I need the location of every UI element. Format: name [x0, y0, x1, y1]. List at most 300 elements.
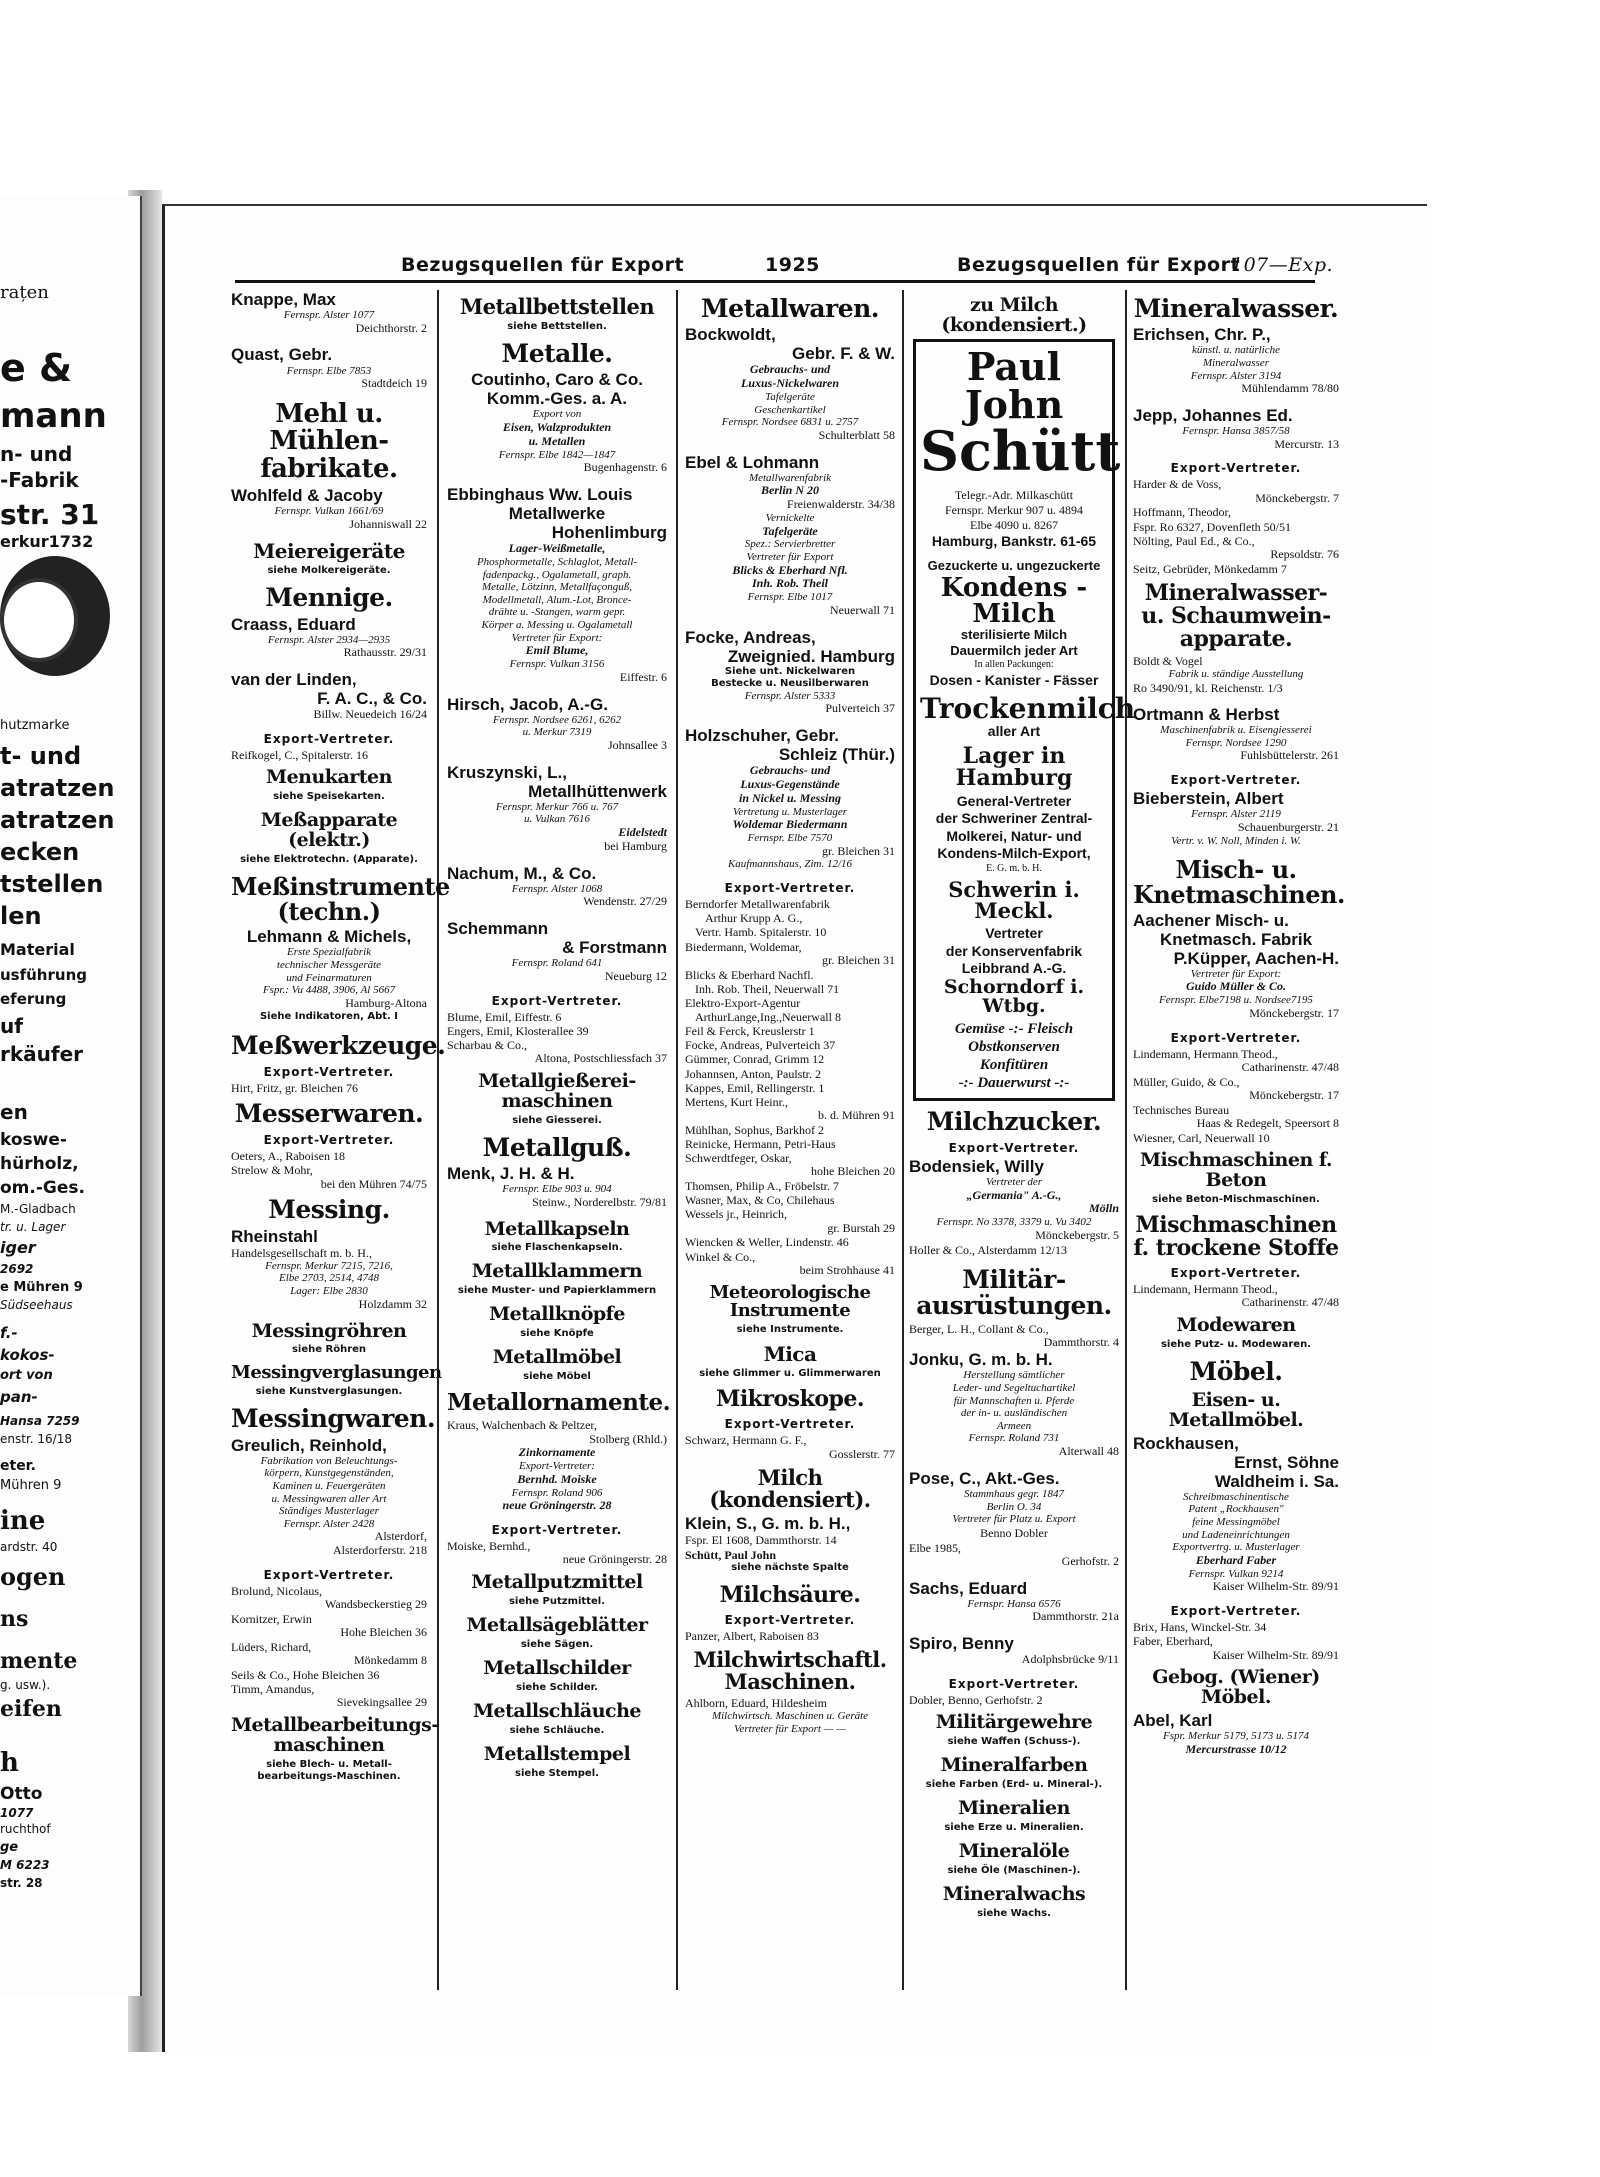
category-heading: Misch- u. Knetmaschinen.: [1133, 855, 1345, 910]
listing-line: Stolberg (Rhld.): [589, 1431, 667, 1446]
phone: Fernspr. Roland 731: [968, 1432, 1060, 1445]
ad-line: Schorndorf i. Wtbg.: [943, 975, 1085, 1017]
address: bei Hamburg: [604, 838, 667, 853]
category-heading: Meßinstrumente (techn.): [231, 871, 450, 927]
firm-name: Wohlfeld & Jacoby: [231, 485, 383, 505]
cross-reference: siehe Bettstellen.: [507, 321, 607, 333]
listing-line: Mertens, Kurt Heinr.,: [685, 1094, 788, 1109]
phone: Fernspr. Elbe 903 u. 904: [502, 1183, 612, 1196]
category-heading: Metallornamente.: [447, 1389, 671, 1417]
left-fragment: 2692: [0, 1262, 34, 1276]
left-fragment: pan-: [0, 1388, 38, 1406]
description: Vertretung u. Musterlager: [732, 805, 848, 818]
address: Rathausstr. 29/31: [343, 645, 427, 660]
category-heading: Metallbearbeitungs- maschinen: [231, 1714, 439, 1756]
category-heading: Metallmöbel: [492, 1346, 622, 1369]
address: Dammthorstr. 21a: [1032, 1609, 1119, 1624]
firm-name: Greulich, Reinhold,: [231, 1435, 387, 1455]
phone: Fernspr. Alster 5333: [744, 689, 836, 702]
description: Vernickelte: [765, 511, 815, 524]
firm-name: Knetmasch. Fabrik: [1159, 929, 1313, 949]
category-heading: Metalle.: [501, 339, 613, 369]
category-heading: Metallstempel: [483, 1742, 631, 1765]
cross-reference: siehe Röhren: [291, 1344, 367, 1356]
entry-spiro: [909, 1634, 1119, 1667]
listing-line: Johannsen, Anton, Paulstr. 2: [685, 1066, 822, 1081]
phone: Elbe 2703, 2514, 4748: [279, 1272, 379, 1285]
firm-name: Sachs, Eduard: [909, 1578, 1028, 1598]
firm-name: Hohenlimburg: [551, 523, 667, 543]
firm-name: Gebr. F. & W.: [792, 344, 895, 364]
listing-line: Dobler, Benno, Gerhofstr. 2: [909, 1693, 1043, 1708]
description: Vertreter für Export — —: [733, 1722, 847, 1735]
left-fragment: atratzen: [0, 806, 115, 834]
address: Schauenburgerstr. 21: [1237, 819, 1339, 834]
category-heading: Gebog. (Wiener) Möbel.: [1152, 1666, 1320, 1709]
description: Herstellung sämtlicher: [963, 1369, 1065, 1382]
phone: Fernspr. Elbe7198 u. Nordsee7195: [1159, 994, 1313, 1007]
description: Tafelgeräte: [762, 523, 818, 538]
address: Eidelstedt: [618, 825, 667, 840]
address: Freienwalderstr. 34/38: [787, 497, 895, 512]
firm-name: Schleiz (Thür.): [778, 745, 895, 765]
category-heading: Messingröhren: [251, 1319, 407, 1342]
entry-bockwoldt: [685, 325, 895, 442]
listing-line: Wessels jr., Heinrich,: [685, 1207, 788, 1222]
listing-line: Faber, Eberhard,: [1133, 1634, 1213, 1649]
entry-hirsch: [447, 695, 667, 753]
phone: Lager: Elbe 2830: [290, 1285, 368, 1298]
category-heading: Mikroskope.: [715, 1386, 865, 1413]
listing-line: Wandsbeckerstieg 29: [325, 1597, 427, 1612]
firm-name: Bodensiek, Willy: [909, 1156, 1044, 1176]
category-heading: Möbel.: [1189, 1356, 1283, 1386]
firm-name: Ernst, Söhne: [1234, 1452, 1339, 1472]
description: Modellmetall, Alum.-Lot, Bronce-: [482, 593, 632, 606]
firm-name: Erichsen, Chr. P.,: [1133, 325, 1271, 345]
description: Fabrik u. ständige Ausstellung: [1168, 668, 1304, 681]
export-heading: Export-Vertreter.: [263, 1133, 395, 1148]
cross-reference: siehe Öle (Maschinen-).: [947, 1864, 1081, 1876]
listing-line: Technisches Bureau: [1133, 1102, 1230, 1117]
entry-menk: [447, 1164, 667, 1209]
address: Schulterblatt 58: [818, 427, 895, 442]
listing-line: Lindemann, Hermann Theod.,: [1133, 1281, 1278, 1296]
directory-page: [162, 204, 1427, 2054]
entry-jonku: [909, 1350, 1119, 1459]
listing-line: gr. Bleichen 31: [822, 952, 895, 967]
phone: Fernspr. Elbe 1842—1847: [498, 448, 616, 461]
cross-reference: siehe Erze u. Mineralien.: [944, 1822, 1084, 1834]
listing-line: Ro 3490/91, kl. Reichenstr. 1/3: [1133, 680, 1283, 695]
cross-reference: Bestecke u. Neusilberwaren: [711, 677, 869, 689]
firm-name: Pose, C., Akt.-Ges.: [909, 1468, 1060, 1488]
category-heading: Metallschläuche: [472, 1699, 642, 1722]
firm-name: Waldheim i. Sa.: [1214, 1471, 1339, 1491]
listing-line: Kraus, Walchenbach & Peltzer,: [447, 1418, 597, 1433]
left-fragment: 1077: [0, 1806, 34, 1820]
description: Patent „Rockhausen": [1188, 1503, 1284, 1516]
phone: Fernspr. Roland 906: [511, 1486, 603, 1499]
listing-line: Holler & Co., Alsterdamm 12/13: [909, 1242, 1067, 1257]
left-fragment: Mühren 9: [0, 1478, 62, 1493]
category-heading: Metallknöpfe: [489, 1303, 625, 1326]
phone: Fernspr. Nordsee 6831 u. 2757: [721, 416, 859, 429]
listing-line: Sievekingsallee 29: [336, 1695, 427, 1710]
address: Neueburg 12: [604, 968, 667, 983]
category-heading: Meßwerkzeuge.: [231, 1030, 446, 1060]
listing-line: Strelow & Mohr,: [231, 1163, 313, 1178]
listing-line: beim Strohhause 41: [799, 1262, 895, 1277]
column-divider: [902, 290, 904, 1990]
address: Mühlendamm 78/80: [1241, 381, 1339, 396]
description: Vertreter für Export: [746, 550, 834, 563]
description: technischer Messgeräte: [276, 958, 382, 971]
description: Fabrikation von Beleuchtungs-: [260, 1454, 398, 1467]
listing-line: Berndorfer Metallwarenfabrik: [685, 897, 830, 912]
description: Leder- und Segeltuchartikel: [952, 1381, 1076, 1394]
firm-name: Knappe, Max: [231, 290, 336, 309]
description: u. Metallen: [528, 433, 586, 448]
firm-name: Zweignied. Hamburg: [727, 646, 895, 666]
category-heading: Mineralfarben: [940, 1754, 1088, 1777]
page-margin: [0, 2052, 1600, 2177]
phone: Fernspr. Vulkan 1661/69: [274, 504, 384, 517]
cross-reference: siehe Glimmer u. Glimmerwaren: [699, 1368, 881, 1380]
phone: u. Merkur 7319: [522, 726, 592, 739]
left-fragment: ruchthof: [0, 1822, 51, 1836]
category-heading: Metallschilder: [483, 1656, 631, 1679]
left-fragment: n- und: [0, 442, 73, 466]
left-fragment: mann: [0, 396, 107, 436]
description: Gebrauchs- und: [749, 362, 831, 377]
ad-line: Fernspr. Merkur 907 u. 4894: [945, 502, 1083, 517]
listing-line: Focke, Andreas, Pulverteich 37: [685, 1038, 836, 1053]
firm-name: Hirsch, Jacob, A.-G.: [447, 694, 608, 714]
ad-line: sterilisierte Milch: [960, 626, 1068, 642]
address: Eiffestr. 6: [619, 669, 667, 684]
left-fragment: ine: [0, 1506, 46, 1536]
page-header: [165, 254, 1427, 294]
left-fragment: mente: [0, 1648, 78, 1674]
firm-name: Komm.-Ges. a. A.: [486, 389, 628, 409]
export-heading: Export-Vertreter.: [263, 731, 395, 746]
category-heading: Mischmaschinen f. Beton: [1140, 1148, 1332, 1191]
address: Wendenstr. 27/29: [583, 894, 667, 909]
description: für Mannschaften u. Pferde: [953, 1394, 1075, 1407]
entry-klein: [685, 1514, 895, 1573]
cross-reference: siehe Stempel.: [515, 1767, 599, 1779]
cross-reference: siehe Farben (Erd- u. Mineral-).: [925, 1779, 1103, 1791]
category-heading: zu Milch (kondensiert.): [941, 294, 1087, 336]
description: Metallwarenfabrik: [748, 471, 832, 484]
category-heading: Menukarten: [266, 766, 392, 789]
listing-line: Catharinenstr. 47/48: [1241, 1059, 1339, 1074]
entry-bodensiek: [909, 1157, 1119, 1257]
address: Mönckebergstr. 5: [1035, 1227, 1119, 1242]
address: Johanniswall 22: [349, 516, 427, 531]
listing-line: Brix, Hans, Winckel-Str. 34: [1133, 1620, 1267, 1635]
phone: Fernspr. Elbe 7853: [286, 364, 372, 377]
firm-name: Metallhüttenwerk: [528, 781, 667, 801]
description: Stammhaus gegr. 1847: [964, 1487, 1064, 1500]
category-heading: Milchzucker.: [926, 1106, 1102, 1136]
category-heading: Messingverglasungen: [231, 1362, 442, 1384]
category-heading: Messingwaren.: [231, 1404, 436, 1434]
address: Stadtdeich 19: [361, 376, 427, 391]
entry-focke: [685, 628, 895, 717]
firm-name: Menk, J. H. & H.: [447, 1164, 575, 1184]
description: Lager-Weißmetalle,: [508, 541, 606, 556]
phone: Fernspr. Vulkan 9214: [1188, 1567, 1284, 1580]
left-fragment: uf: [0, 1014, 23, 1038]
cross-reference: siehe Elektrotechn. (Apparate).: [240, 853, 418, 865]
entry-rockhausen: [1133, 1434, 1339, 1595]
left-fragment: hutzmarke: [0, 718, 70, 733]
description: in Nickel u. Messing: [738, 790, 841, 805]
left-fragment: ge: [0, 1840, 19, 1855]
entry-quast: [231, 345, 427, 390]
firm-name: Ebel & Lohmann: [685, 452, 820, 472]
entry-jepp: [1133, 406, 1339, 451]
export-heading: Export-Vertreter.: [1170, 773, 1302, 788]
export-heading: Export-Vertreter.: [724, 1612, 856, 1627]
cross-reference: siehe Wachs.: [977, 1907, 1051, 1919]
phone: Fernspr. Merkur 766 u. 767: [495, 800, 619, 813]
firm-name: Holzschuher, Gebr.: [685, 726, 839, 746]
phone: Fernspr. Nordsee 1290: [1185, 736, 1287, 749]
category-heading: Milchsäure.: [719, 1581, 861, 1608]
left-fragment: len: [0, 902, 42, 930]
address: Adolphsbrücke 9/11: [1021, 1652, 1119, 1667]
left-fragment: ort von: [0, 1368, 53, 1383]
address: gr. Bleichen 31: [822, 843, 895, 858]
entry-kraus: [447, 1418, 667, 1513]
left-fragment: -Fabrik: [0, 468, 79, 492]
listing-line: Hohe Bleichen 36: [340, 1625, 427, 1640]
entry-holzschuher: [685, 726, 895, 871]
listing-line: Schwarz, Hermann G. F.,: [685, 1433, 807, 1448]
category-heading: Milchwirtschaftl. Maschinen.: [693, 1647, 887, 1695]
category-heading: Militärgewehre: [935, 1711, 1093, 1734]
description: Phosphormetalle, Schlaglot, Metall-: [476, 555, 638, 568]
description: Berlin N 20: [760, 483, 819, 498]
listing-line: Gerhofstr. 2: [1061, 1553, 1119, 1568]
firm-name: Schemmann: [447, 919, 549, 939]
description: und Feinarmaturen: [286, 971, 372, 984]
listing-line: gr. Burstah 29: [827, 1220, 895, 1235]
listing-line: Lindemann, Hermann Theod.,: [1133, 1046, 1278, 1061]
description: Eisen, Walzprodukten: [502, 420, 612, 434]
entry-knappe: [231, 290, 427, 335]
left-fragment: enstr. 16/18: [0, 1432, 72, 1446]
listing-line: Harder & de Voss,: [1133, 477, 1222, 492]
export-heading: Export-Vertreter.: [1170, 1604, 1302, 1619]
category-heading: Metallklammern: [471, 1260, 643, 1283]
column-divider: [1125, 290, 1127, 1990]
listing-line: b. d. Mühren 91: [818, 1108, 895, 1123]
cross-reference: siehe nächste Spalte: [731, 1561, 849, 1573]
listing-line: Elbe 1985,: [909, 1540, 961, 1555]
phone: Fernspr. Nordsee 6261, 6262: [492, 713, 622, 726]
address: Neuerwall 71: [830, 602, 895, 617]
left-fragment: Südseehaus: [0, 1298, 73, 1312]
entry-ebbinghaus: [447, 485, 667, 685]
column-3: [685, 290, 895, 1990]
left-fragment: ardstr. 40: [0, 1540, 58, 1554]
listing-line: Thomsen, Philip A., Fröbelstr. 7: [685, 1179, 840, 1194]
left-fragment: e &: [0, 346, 73, 390]
listing-line: Hoffmann, Theodor,: [1133, 505, 1232, 520]
cross-reference: siehe Putzmittel.: [508, 1595, 605, 1607]
firm-name: Ebbinghaus Ww. Louis: [447, 485, 633, 505]
listing-line: Berger, L. H., Collant & Co.,: [909, 1322, 1049, 1337]
description: Export-Vertreter:: [519, 1460, 595, 1473]
firm-name: Kruszynski, L.,: [447, 762, 567, 782]
description: Bernhd. Moiske: [517, 1471, 597, 1486]
cross-reference: siehe Muster- und Papierklammern: [457, 1285, 657, 1297]
export-heading: Export-Vertreter.: [491, 1523, 623, 1538]
cross-reference: siehe Beton-Mischmaschinen.: [1152, 1193, 1320, 1205]
cross-reference: siehe Putz- u. Modewaren.: [1160, 1338, 1311, 1350]
left-fragment: Hansa 7259: [0, 1414, 80, 1428]
cross-reference: siehe Flaschenkapseln.: [491, 1242, 623, 1254]
address: Mercurstr. 13: [1274, 436, 1339, 451]
listing-line: Schütt, Paul John: [685, 1547, 777, 1562]
listing-line: Blicks & Eberhard Nachfl.: [685, 967, 814, 982]
company-logo: [0, 556, 110, 676]
category-heading: Militär- ausrüstungen.: [916, 1264, 1112, 1320]
description: Berlin O. 34: [986, 1500, 1042, 1513]
listing-line: Hirt, Fritz, gr. Bleichen 76: [231, 1080, 358, 1095]
cross-reference: siehe Waffen (Schuss-).: [947, 1736, 1081, 1748]
export-heading: Export-Vertreter.: [263, 1568, 395, 1583]
listing-line: Wasner, Max, & Co, Chilehaus: [685, 1193, 835, 1208]
left-fragment: ogen: [0, 1562, 66, 1591]
description: Zinkornamente: [518, 1445, 596, 1460]
description: Mölln: [1088, 1201, 1119, 1216]
description: Kaufmannshaus, Zim. 12/16: [727, 858, 853, 871]
category-heading: Mineralwasser- u. Schaumwein- apparate.: [1141, 579, 1331, 653]
address: Billw. Neuedeich 16/24: [313, 707, 427, 722]
header-year: 1925: [765, 254, 820, 276]
description: fadenpackg., Ogalametall, graph.: [482, 568, 632, 581]
listing-line: Vertr. Hamb. Spitalerstr. 10: [695, 925, 827, 940]
entry-greulich: [231, 1436, 427, 1558]
left-fragment: usführung: [0, 966, 87, 984]
address: Steinw., Norderelbstr. 79/81: [532, 1194, 667, 1209]
left-fragment: om.-Ges.: [0, 1178, 85, 1198]
description: der in- u. ausländischen: [960, 1407, 1068, 1420]
phone: Fernspr. Vulkan 3156: [509, 658, 605, 671]
left-fragment: M.-Gladbach: [0, 1202, 76, 1216]
left-fragment: e Mühren 9: [0, 1280, 83, 1295]
ad-line: Lager in Hamburg: [955, 742, 1073, 791]
left-fragment: erkur1732: [0, 532, 94, 551]
column-2: [447, 290, 671, 1990]
ad-line: Dauermilch jeder Art: [950, 642, 1078, 658]
cross-reference: siehe Kunstverglasungen.: [255, 1386, 403, 1398]
phone: Fspr. Merkur 5179, 5173 u. 5174: [1162, 1730, 1310, 1743]
listing-line: bei den Mühren 74/75: [320, 1176, 427, 1191]
listing-line: Haas & Redegelt, Speersort 8: [1196, 1115, 1339, 1130]
category-heading: Mehl u. Mühlen- fabrikate.: [260, 398, 398, 484]
description: Armeen: [996, 1419, 1032, 1432]
left-fragment: en: [0, 1100, 28, 1124]
left-fragment: str. 31: [0, 498, 100, 531]
description: Vertreter der: [985, 1175, 1043, 1188]
firm-name: Bieberstein, Albert: [1133, 789, 1284, 809]
firm-name: & Forstmann: [562, 938, 667, 958]
firm-name: Klein, S., G. m. b. H.,: [685, 1514, 851, 1534]
description: Tafelgeräte: [765, 390, 815, 403]
cross-reference: siehe Schilder.: [516, 1681, 598, 1693]
entry-kruszynski: [447, 763, 667, 854]
entry-nachum: [447, 864, 667, 909]
firm-name: Bockwoldt,: [685, 325, 776, 345]
description: neue Gröningerstr. 28: [502, 1498, 612, 1513]
left-fragment: hürholz,: [0, 1154, 79, 1174]
firm-name: F. A. C., & Co.: [317, 689, 427, 709]
ad-line: -:- Dauerwurst -:-: [958, 1074, 1070, 1091]
listing-line: Schwerdtfeger, Oskar,: [685, 1151, 792, 1166]
listing-line: Arthur Krupp A. G.,: [705, 911, 803, 926]
listing-line: Gümmer, Conrad, Grimm 12: [685, 1052, 825, 1067]
phone: Fspr. El 1608, Dammthorstr. 14: [685, 1533, 837, 1548]
listing-line: Mönckebergstr. 7: [1255, 490, 1339, 505]
listing-line: Scharbau & Co.,: [447, 1037, 527, 1052]
entry-ortmann: [1133, 705, 1339, 763]
export-heading: Export-Vertreter.: [948, 1140, 1080, 1155]
cross-reference: siehe Blech- u. Metall- bearbeitungs-Maschinen.: [257, 1758, 401, 1782]
listing-line: Kornitzer, Erwin: [231, 1612, 312, 1627]
header-left: Bezugsquellen für Export: [401, 254, 685, 276]
listing-line: Kappes, Emil, Rellingerstr. 1: [685, 1080, 825, 1095]
description: Export von: [532, 408, 582, 421]
firm-name: Lehmann & Michels,: [246, 927, 412, 947]
listing-line: Handelsgesellschaft m. b. H.,: [231, 1245, 372, 1260]
address: Mönckebergstr. 17: [1249, 1005, 1339, 1020]
address: Kaiser Wilhelm-Str. 89/91: [1212, 1579, 1339, 1594]
export-heading: Export-Vertreter.: [1170, 1265, 1302, 1280]
ad-line: aller Art: [987, 723, 1041, 740]
ad-firm-name: Schütt: [920, 418, 1121, 483]
category-heading: Metallkapseln: [484, 1217, 630, 1240]
description: drähte u. -Stangen, warm gepr.: [488, 606, 626, 619]
listing-line: ArthurLange,Ing.,Neuerwall 8: [695, 1010, 841, 1024]
entry-rheinstahl: [231, 1227, 427, 1312]
address: Johnsallee 3: [608, 737, 667, 752]
listing-line: Brolund, Nicolaus,: [231, 1584, 322, 1599]
description: Eberhard Faber: [1195, 1553, 1277, 1568]
column-divider: [676, 290, 678, 1990]
address: Holzdamm 32: [358, 1296, 427, 1311]
cross-reference: siehe Möbel: [523, 1371, 591, 1383]
header-rule: [235, 280, 1315, 283]
phone: Fernspr. Alster 2934—2935: [267, 633, 391, 646]
description: Körper a. Messing u. Ogalametall: [481, 619, 633, 632]
cross-reference: siehe Instrumente.: [736, 1324, 844, 1336]
left-fragment: Otto: [0, 1784, 43, 1804]
description: Schreibmaschinentische: [1183, 1490, 1289, 1503]
left-fragment: ecken: [0, 838, 80, 866]
cross-reference: siehe Speisekarten.: [273, 790, 385, 802]
left-fragment: eifen: [0, 1696, 62, 1722]
entry-craass: [231, 615, 427, 660]
left-page-fragment: [0, 196, 142, 1996]
entry-wohlfeld: [231, 486, 427, 531]
firm-name: Quast, Gebr.: [231, 345, 333, 365]
